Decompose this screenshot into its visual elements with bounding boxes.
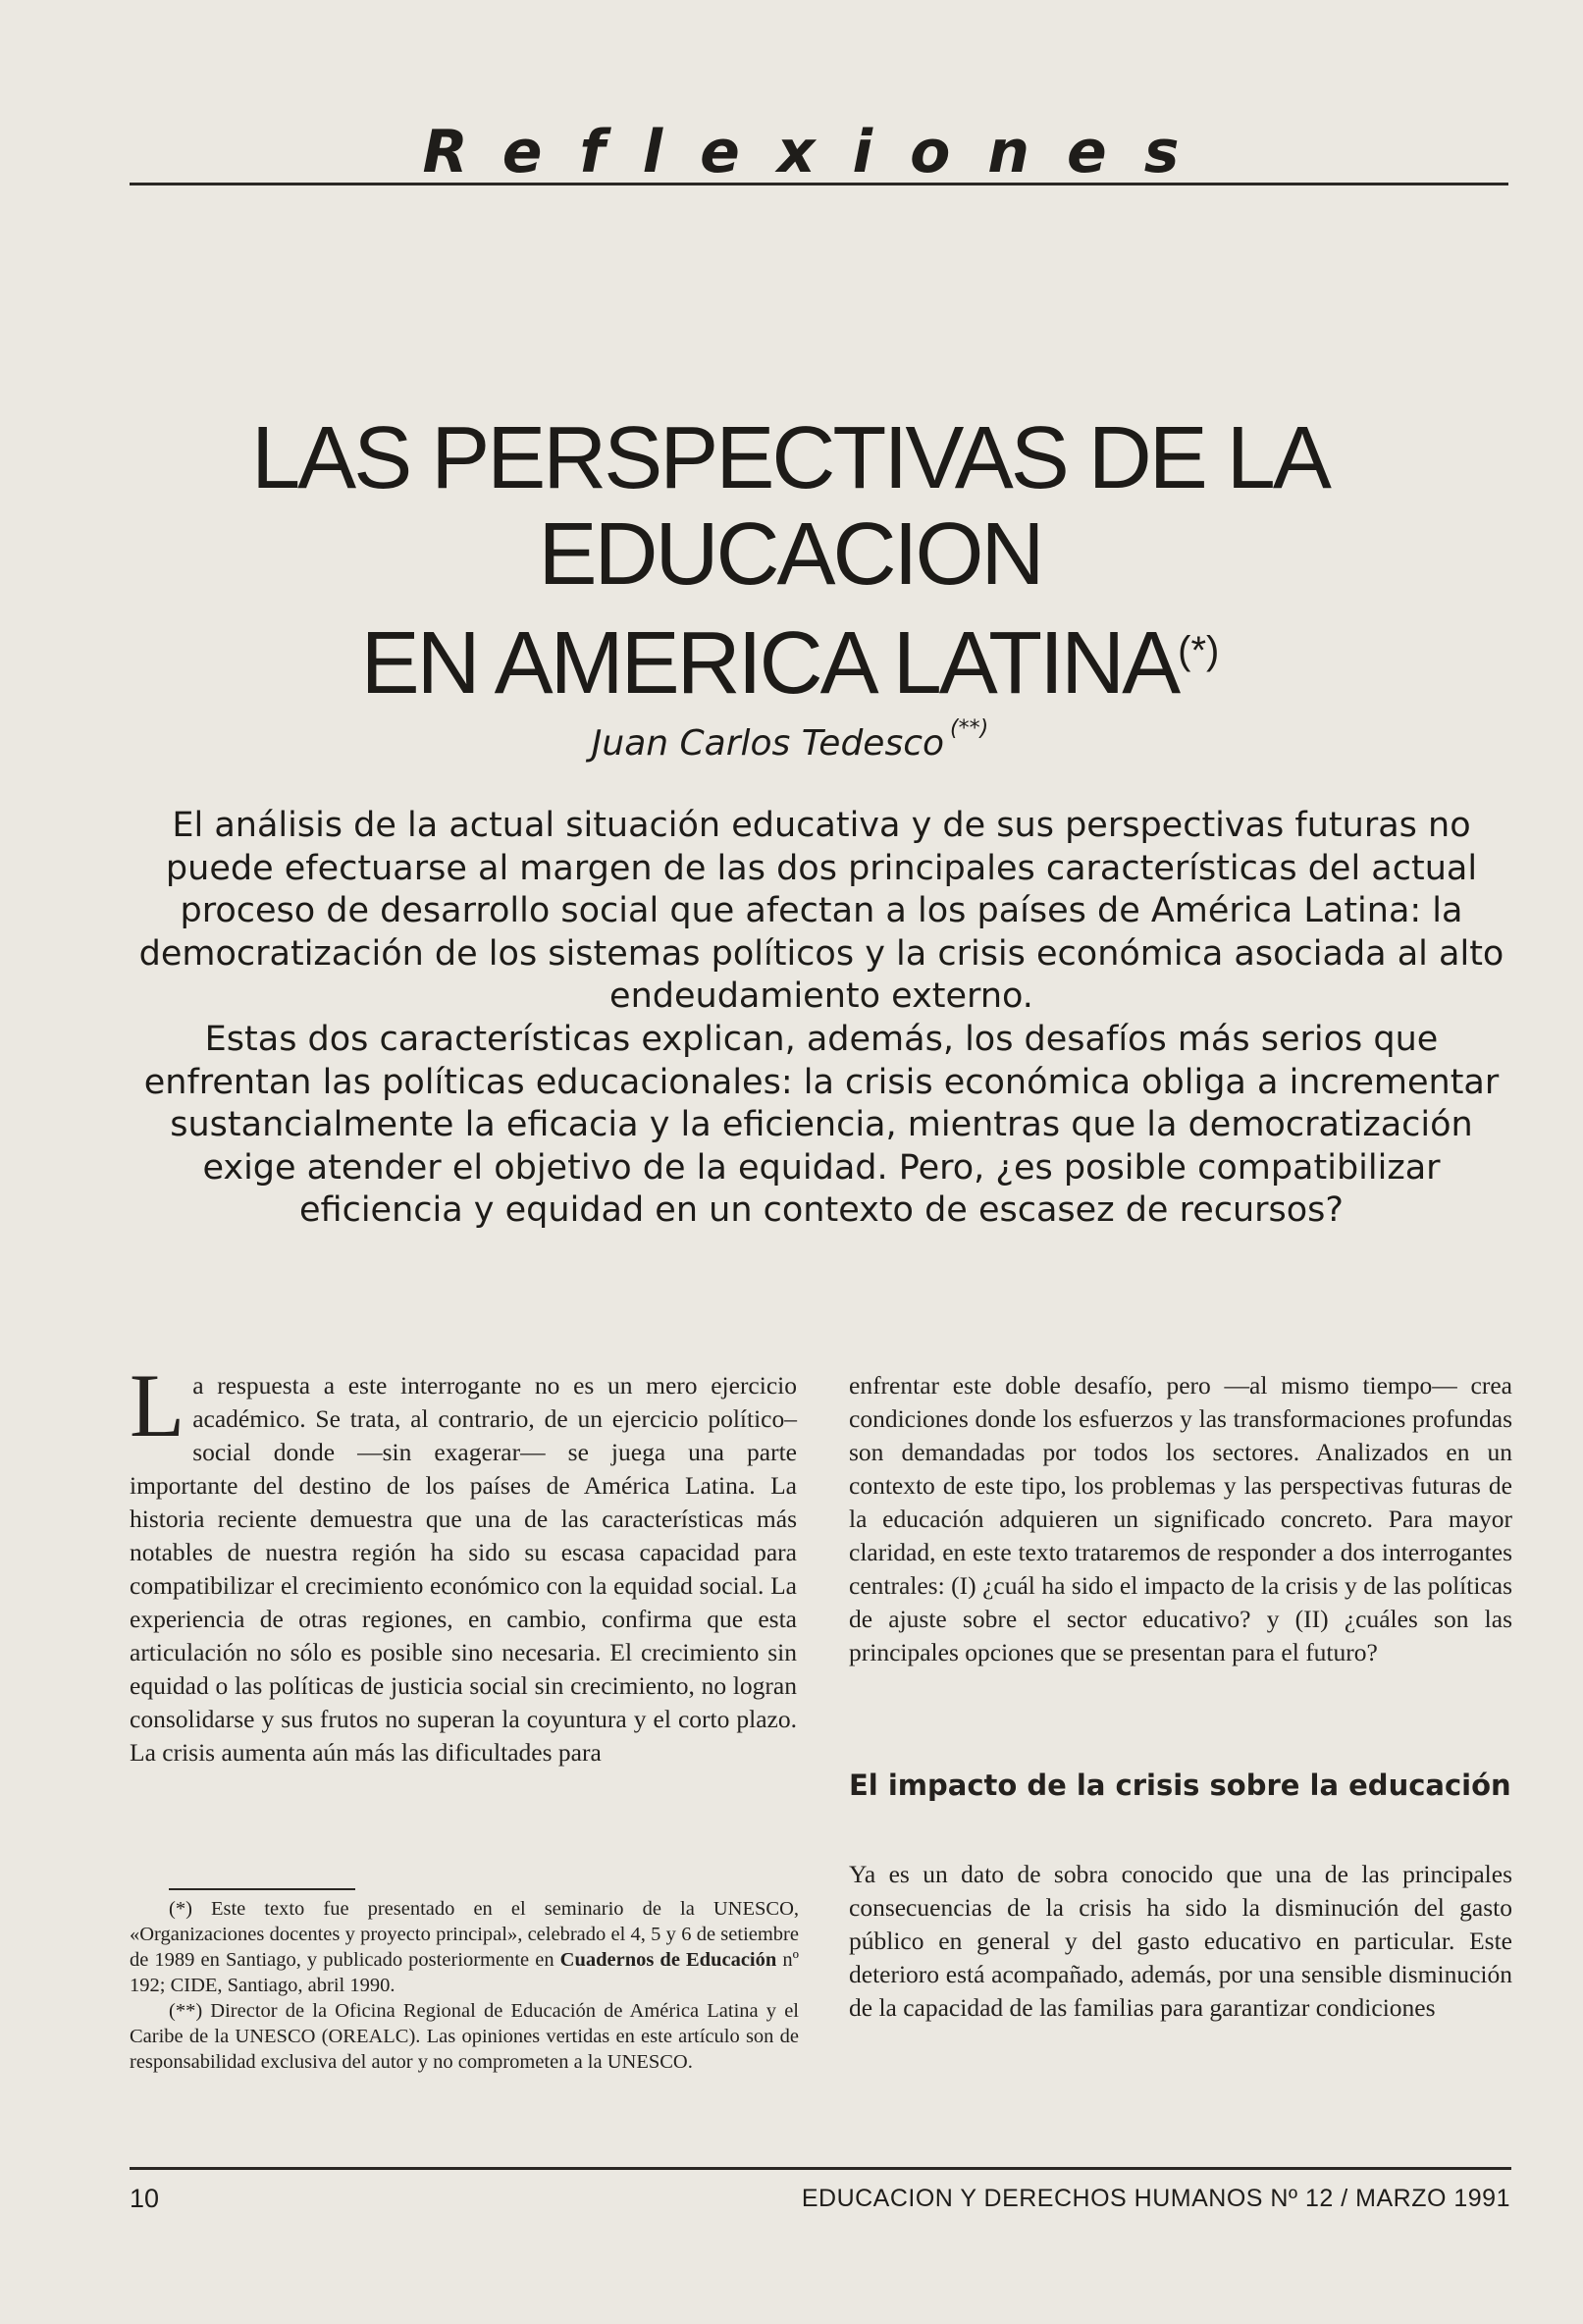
author-name: Juan Carlos Tedesco bbox=[591, 723, 945, 764]
section-title-initial: R bbox=[422, 118, 502, 186]
title-line-3-text: EN AMERICA LATINA bbox=[360, 614, 1179, 713]
footnote-1-text-b: nº 192; CIDE, Santiago, abril 1990. bbox=[130, 1949, 799, 1996]
spacer bbox=[849, 1669, 1512, 1769]
section-subheading: El impacto de la crisis sobre la educación bbox=[849, 1769, 1511, 1802]
body-paragraph-2: enfrentar este doble desafío, pero —al mismo tiempo— crea condiciones donde los esfuerzos y las transformaciones profundas son demandadas por todos los sectores. Analizados en un contexto de este tipo, los problemas y las perspectivas futuras de la educación adquieren un significado concreto. Para mayor claridad, en este texto trataremos de responder a dos interrogantes centrales: (I) ¿cuál ha sido el impacto de la crisis y de las políticas de ajuste sobre el sector educativo? y (II) ¿cuáles son las principales opciones que se presentan para el futuro? bbox=[849, 1371, 1512, 1666]
title-line-1: LAS PERSPECTIVAS DE LA bbox=[251, 409, 1329, 507]
body-paragraph-1 bbox=[130, 1355, 797, 1769]
title-footnote-mark: (*) bbox=[1178, 629, 1220, 672]
abstract-paragraph-2: Estas dos características explican, además, los desafíos más serios que enfrentan las políticas educacionales: la crisis económica obliga a incrementar sustancialmente la eficacia y la eficiencia, mientras que la democratización exige atender el objetivo de la equidad. Pero, ¿es posible compatibilizar eficiencia y equidad en un contexto de escasez de recursos? bbox=[143, 1019, 1500, 1231]
abstract-paragraph-1: El análisis de la actual situación educativa y de sus perspectivas futuras no puede efectuarse al margen de las dos principales características del actual proceso de desarrollo social que afectan a los países de América Latina: la democratización de los sistemas políticos y la crisis económica asociada al alto endeudamiento externo. bbox=[138, 806, 1504, 1017]
footnotes bbox=[130, 1896, 799, 2075]
left-column bbox=[130, 1355, 797, 1769]
body-paragraph-1-text: a respuesta a este interrogante no es un mero ejercicio académico. Se trata, al contrario, de un ejercicio político–social donde —sin exagerar— se juega una parte importante del destino de los países de América Latina. La historia reciente demuestra que una de las características más notables de nuestra región ha sido su escasa capacidad para compatibilizar el crecimiento económico con la equidad social. La experiencia de otras regiones, en cambio, confirma que esta articulación no sólo es posible sino necesaria. El crecimiento sin equidad o las políticas de justicia social sin crecimiento, no logran consolidarse y sus frutos no superan la coyuntura y el corto plazo. La crisis aumenta aún más las dificultades para bbox=[130, 1371, 797, 1767]
footnote-2: (**) Director de la Oficina Regional de Educación de América Latina y el Caribe de la UNESCO (OREALC). Las opiniones vertidas en este artículo son de responsabilidad exclusiva del autor y no comprometen a la UNESCO. bbox=[130, 2000, 799, 2073]
header-rule bbox=[130, 183, 1508, 185]
spacer bbox=[849, 1801, 1512, 1858]
footnote-rule bbox=[169, 1888, 355, 1890]
footnote-1-source: Cuadernos de Educación bbox=[559, 1949, 777, 1971]
title-line-3 bbox=[147, 603, 1433, 712]
section-title-rest: eflexiones bbox=[501, 118, 1217, 186]
footer-rule bbox=[130, 2167, 1511, 2170]
drop-cap: L bbox=[130, 1355, 185, 1455]
footnote-1-text-a: (*) Este texto fue presentado en el seminario de la UNESCO, «Organizaciones docentes y proyecto principal», celebrado el 4, 5 y 6 de setiembre de 1989 en Santiago, y publicado posteriormente en bbox=[130, 1898, 799, 1971]
author-footnote-mark: (**) bbox=[950, 716, 989, 741]
footnote-1 bbox=[130, 1896, 799, 1998]
journal-footer: EDUCACION Y DERECHOS HUMANOS Nº 12 / MARZO 1991 bbox=[801, 2185, 1510, 2212]
right-column bbox=[849, 1369, 1512, 2025]
abstract bbox=[135, 805, 1507, 1233]
title-line-2: EDUCACION bbox=[538, 505, 1042, 604]
page-number: 10 bbox=[130, 2184, 160, 2213]
author-byline bbox=[393, 705, 1187, 768]
body-paragraph-3: Ya es un dato de sobra conocido que una de las principales consecuencias de la crisis ha sido la disminución del gasto público en general y del gasto educativo en particular. Este deterioro está acompañado, además, por una sensible disminución de la capacidad de las familias para garantizar condiciones bbox=[849, 1860, 1512, 2022]
article-title bbox=[147, 410, 1433, 712]
